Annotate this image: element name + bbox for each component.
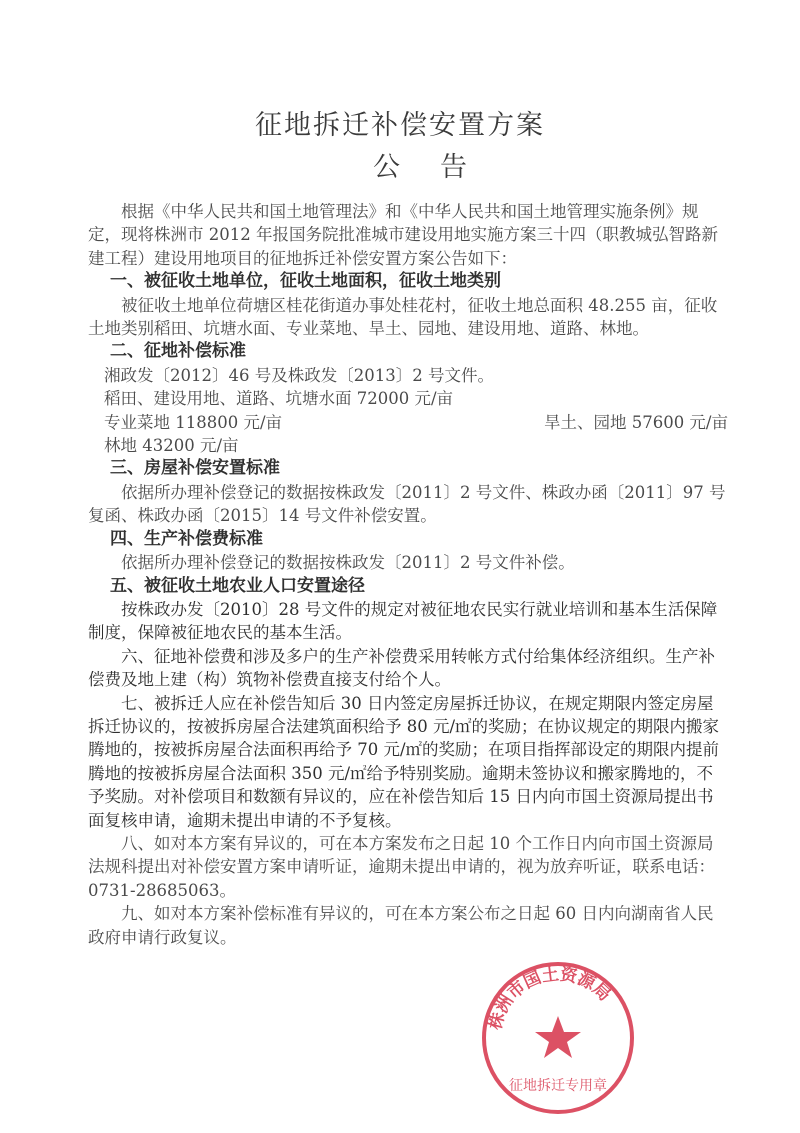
section-2-basis: 湘政发〔2012〕46 号及株政发〔2013〕2 号文件。 (104, 365, 494, 385)
official-seal (478, 958, 638, 1118)
section-2-heading: 二、征地补偿标准 (110, 341, 246, 362)
rate-dryland: 旱土、园地 57600 元/亩 (543, 412, 728, 432)
section-5-text: 按株政办发〔2010〕28 号文件的规定对被征地农民实行就业培训和基本生活保障制度，保障被征地农民的基本生活。 (88, 599, 718, 643)
rate-vegetable: 专业菜地 118800 元/亩 (104, 412, 283, 432)
rate-forest: 林地 43200 元/亩 (104, 436, 239, 456)
seal-bottom-text: 征地拆迁专用章 (509, 1078, 607, 1094)
intro-paragraph: 根据《中华人民共和国土地管理法》和《中华人民共和国土地管理实施条例》规定，现将株洲市 2012 年报国务院批准城市建设用地实施方案三十四（职教城弘智路新建工程）建设用地项目的征地拆迁补偿安置方案公告如下： (88, 202, 718, 268)
section-6-text: 六、征地补偿费和涉及多户的生产补偿费采用转帐方式付给集体经济组织。生产补偿费及地上建（构）筑物补偿费直接支付给个人。 (88, 646, 715, 690)
section-8-text: 八、如对本方案有异议的，可在本方案发布之日起 10 个工作日内向市国土资源局法规科提出对补偿安置方案申请听证，逾期未提出申请的，视为放弃听证，联系电话：0731-28685063。 (88, 833, 715, 900)
section-5-heading: 五、被征收土地农业人口安置途径 (110, 575, 365, 596)
section-1-text: 被征收土地单位荷塘区桂花街道办事处桂花村，征收土地总面积 48.255 亩，征收土地类别稻田、坑塘水面、专业菜地、旱土、园地、建设用地、道路、林地。 (88, 295, 718, 339)
section-3-text: 依据所办理补偿登记的数据按株政发〔2011〕2 号文件、株政办函〔2011〕97 号复函、株政办函〔2015〕14 号文件补偿安置。 (88, 482, 726, 526)
document-subtitle: 公告 (373, 152, 507, 183)
section-3-heading: 三、房屋补偿安置标准 (110, 458, 280, 479)
section-7-text: 七、被拆迁人应在补偿告知后 30 日内签定房屋拆迁协议，在规定期限内签定房屋拆迁协议的，按被拆房屋合法建筑面积给予 80 元/㎡的奖励；在协议规定的期限内搬家腾地的，按被拆房屋合法面积再给予 70 元/㎡的奖励；在项目指挥部设定的期限内提前腾地的按被拆房屋合法面积 350 元/㎡给予特别奖励。逾期未签协议和搬家腾地的，不予奖励。对补偿项目和数额有异议的，应在补偿告知后 15 日内向市国土资源局提出书面复核申请，逾期未提出申请的不予复核。 (88, 693, 720, 830)
section-4-text: 依据所办理补偿登记的数据按株政发〔2011〕2 号文件补偿。 (121, 553, 575, 573)
section-9-text: 九、如对本方案补偿标准有异议的，可在本方案公布之日起 60 日内向湖南省人民政府申请行政复议。 (88, 904, 714, 947)
seal-star-icon (535, 1016, 581, 1058)
rate-paddy: 稻田、建设用地、道路、坑塘水面 72000 元/亩 (104, 389, 454, 409)
seal-ring-text: 株洲市国土资源局 (485, 964, 615, 1032)
rate-row (88, 411, 728, 434)
document-title: 征地拆迁补偿安置方案 (255, 110, 545, 141)
document-body (88, 200, 728, 949)
section-4-heading: 四、生产补偿费标准 (110, 528, 263, 549)
section-1-heading: 一、被征收土地单位，征收土地面积，征收土地类别 (110, 271, 501, 292)
